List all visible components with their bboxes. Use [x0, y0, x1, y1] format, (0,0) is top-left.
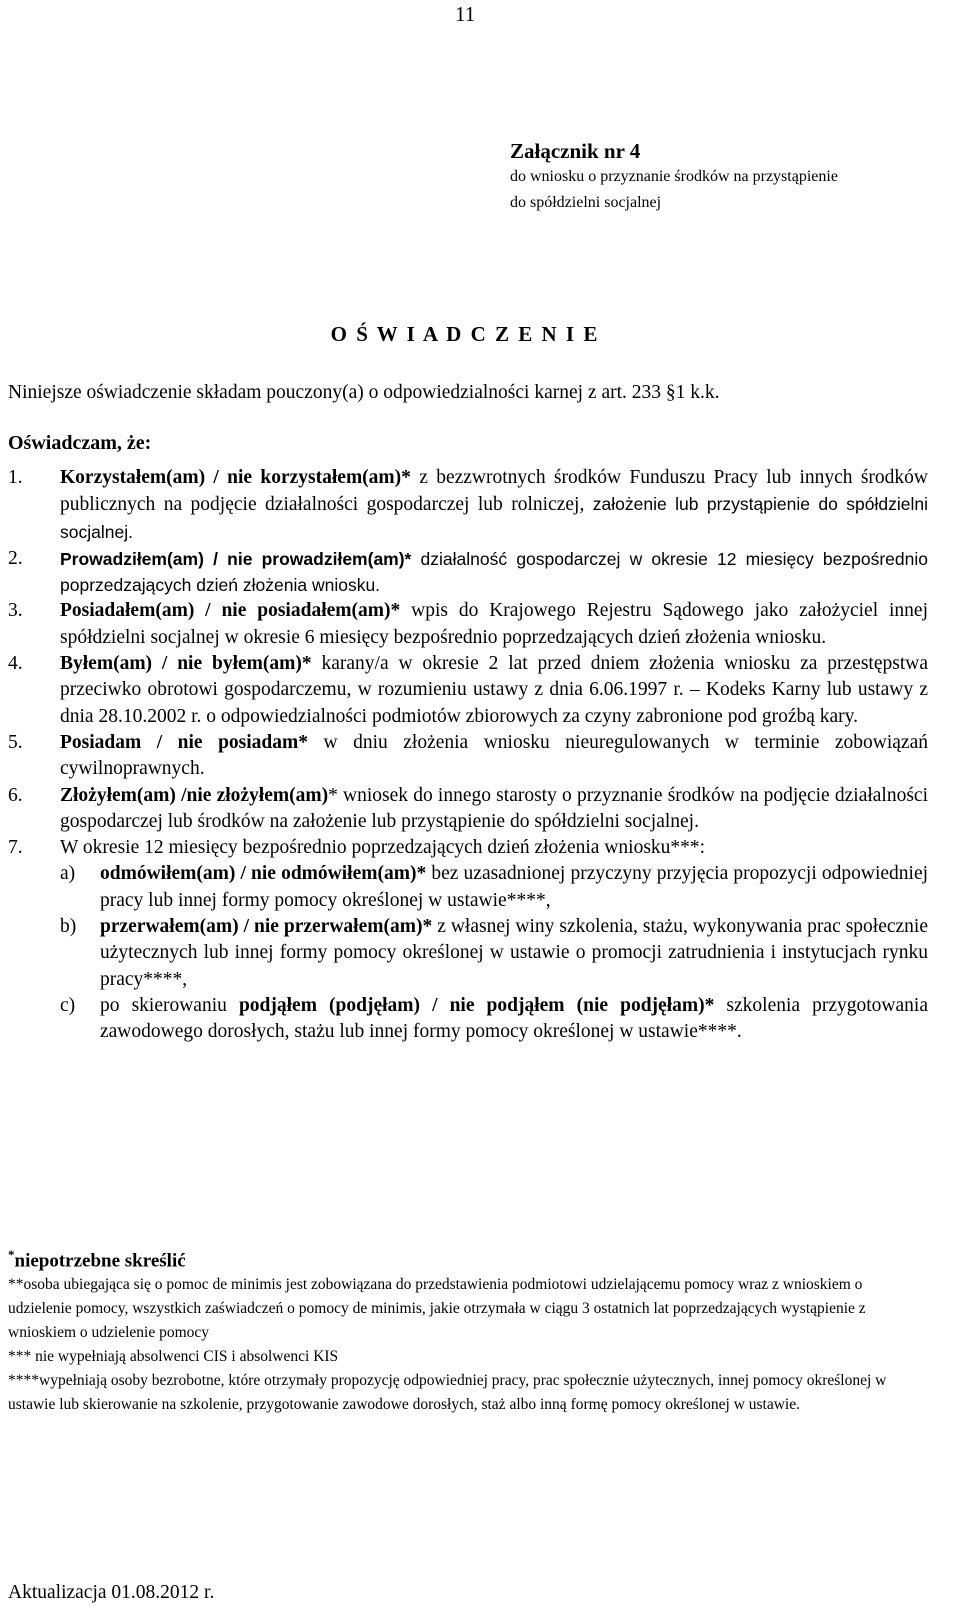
footnote-2: **osoba ubiegająca się o pomoc de minimis jest zobowiązana do przedstawienia podmiotowi udzielającemu pomocy wraz z wnioskiem o udzielenie pomocy, wszystkich zaświadczeń o pomocy de minimis, jakie otrzymała w ciągu 3 ostatnich lat poprzedzających wystąpienie z wnioskiem o udzielenie pomocy [8, 1276, 866, 1342]
declare-label: Oświadczam, że: [8, 432, 152, 454]
list-item [8, 835, 928, 861]
annex-block [510, 138, 838, 216]
item-text: w dniu złożenia wniosku nieuregulowanych w terminie zobowiązań cywilnoprawnych. [60, 731, 928, 780]
item-number: 1. [8, 467, 23, 488]
list-item [8, 651, 928, 730]
update-date: Aktualizacja 01.08.2012 r. [8, 1582, 215, 1603]
document-heading: O Ś W I A D C Z E N I E [330, 322, 600, 346]
list-item [8, 730, 928, 783]
sub-item [60, 861, 928, 914]
item-bold: Posiadam / nie posiadam* [60, 731, 309, 753]
item-bold: Złożyłem(am) /nie złożyłem(am) [60, 784, 329, 806]
item-text: z bezzwrotnych środków Funduszu Pracy lub innych środków publicznych na podjęcie działalności gospodarczej lub rolniczej, [60, 467, 928, 516]
list-item [8, 546, 928, 599]
footnote-4: ****wypełniają osoby bezrobotne, które otrzymały propozycję odpowiedniej pracy, prac społecznie użytecznych, innej pomocy określonej w ustawie lub skierowanie na szkolenie, przygotowanie zawodowe dorosłych, staż albo inną formę pomocy określonej w ustawie. [8, 1372, 887, 1414]
item-number: 4. [8, 653, 23, 675]
footnotes [8, 1243, 928, 1417]
list-item [8, 465, 928, 546]
sub-item [60, 993, 928, 1046]
statement-list [8, 465, 928, 1046]
item-number: 6. [8, 784, 23, 806]
sub-item-bold: odmówiłem(am) / nie odmówiłem(am)* [100, 863, 427, 885]
item-bold: Prowadziłem(am) / nie prowadziłem(am)* [60, 548, 412, 569]
item-text-sans: założenie lub przystąpienie do spółdzielni socjalnej. [60, 494, 928, 542]
item-text: wpis do Krajowego Rejestru Sądowego jako założyciel innej spółdzielni socjalnej w okresie 6 miesięcy bezpośrednio poprzedzających dzień złożenia wniosku. [60, 600, 928, 648]
annex-subtitle-2: do spółdzielni socjalnej [510, 194, 662, 211]
sub-item-letter: b) [60, 916, 77, 938]
item-number: 3. [8, 600, 23, 622]
sub-item-text: szkolenia przygotowania zawodowego dorosłych, stażu lub innej formy pomocy określonej w ustawie****. [100, 994, 928, 1043]
sub-item-letter: c) [60, 994, 76, 1016]
item-text: * wniosek do innego starosty o przyznanie środków na podjęcie działalności gospodarczej lub środków na założenie lub przystąpienie do spółdzielni socjalnej. [60, 784, 928, 832]
sub-item-text: bez uzasadnionej przyczyny przyjęcia propozycji odpowiedniej pracy lub innej formy pomocy określonej w ustawie****, [100, 863, 929, 911]
sub-item-text: z własnej winy szkolenia, stażu, wykonywania prac społecznie użytecznych lub innej formy pomocy określonej w ustawie o promocji zatrudnienia i instytucjach rynku pracy****, [100, 916, 929, 990]
item-bold: Byłem(am) / nie byłem(am)* [60, 653, 312, 675]
item-number: 7. [8, 837, 23, 859]
sub-item-pre: po skierowaniu [100, 994, 239, 1016]
item-number: 2. [8, 547, 23, 569]
sub-item-bold: przerwałem(am) / nie przerwałem(am)* [100, 916, 433, 938]
item-number: 5. [8, 731, 23, 753]
annex-subtitle-1: do wniosku o przyznanie środków na przystąpienie [510, 168, 838, 185]
annex-title: Załącznik nr 4 [510, 139, 641, 163]
item-text: działalność gospodarczej w okresie 12 miesięcy bezpośrednio poprzedzających dzień złożenia wniosku. [60, 548, 928, 596]
item-text: karany/a w okresie 2 lat przed dniem złożenia wniosku za przestępstwa przeciwko obrotowi gospodarczemu, w rozumieniu ustawy z dnia 6.06.1997 r. – Kodeks Karny lub ustawy z dnia 28.10.2002 r. o odpowiedzialności podmiotów zbiorowych za czyny zabronione pod groźbą kary. [60, 653, 928, 727]
sub-item-bold: podjąłem (podjęłam) / nie podjąłem (nie podjęłam)* [238, 994, 715, 1016]
footnote-main: *niepotrzebne skreślić [8, 1247, 186, 1272]
sub-list [8, 861, 928, 1045]
page-number: 11 [455, 2, 476, 26]
item-text: W okresie 12 miesięcy bezpośrednio poprzedzających dzień złożenia wniosku***: [60, 837, 706, 859]
sub-item-letter: a) [60, 863, 76, 885]
footnote-3: *** nie wypełniają absolwenci CIS i absolwenci KIS [8, 1348, 339, 1366]
list-item [8, 598, 928, 651]
intro-text: Niniejsze oświadczenie składam pouczony(a) o odpowiedzialności karnej z art. 233 §1 k.k. [8, 382, 720, 403]
item-bold: Posiadałem(am) / nie posiadałem(am)* [60, 600, 401, 622]
sub-item [60, 914, 928, 993]
item-bold: Korzystałem(am) / nie korzystałem(am)* [60, 467, 411, 488]
list-item [8, 783, 928, 836]
